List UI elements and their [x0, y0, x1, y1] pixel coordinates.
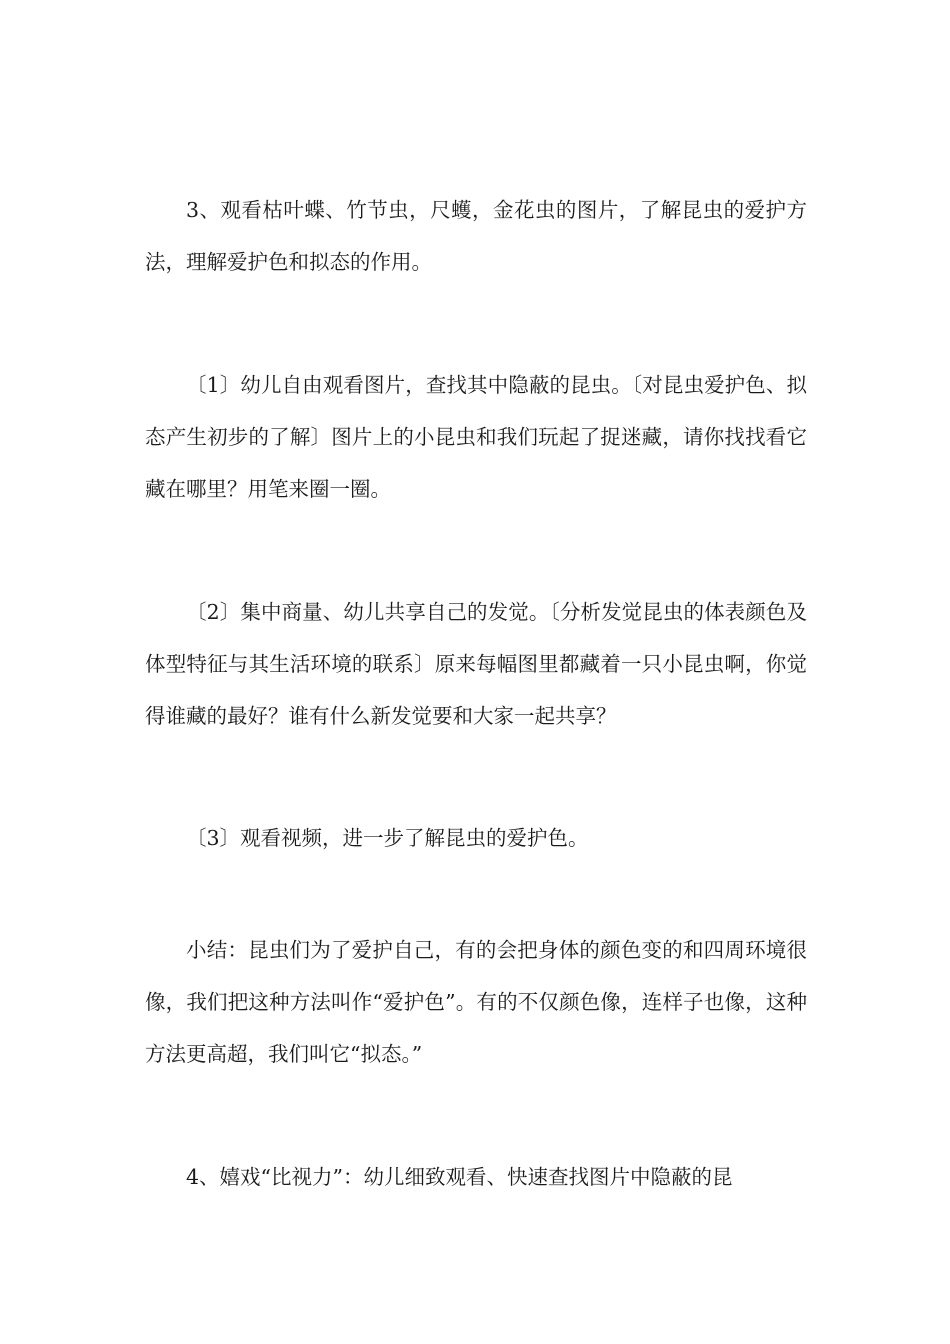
- paragraph-substep-1: 〔1〕幼儿自由观看图片，查找其中隐蔽的昆虫。〔对昆虫爱护色、拟态产生初步的了解〕图片上的小昆虫和我们玩起了捉迷藏，请你找找看它藏在哪里？用笔来圈一圈。: [145, 373, 807, 501]
- paragraph-step-3: 3、观看枯叶蝶、竹节虫，尺蠖，金花虫的图片，了解昆虫的爱护方法，理解爱护色和拟态的作用。: [145, 198, 807, 274]
- paragraph-substep-2: 〔2〕集中商量、幼儿共享自己的发觉。〔分析发觉昆虫的体表颜色及体型特征与其生活环境的联系〕原来每幅图里都藏着一只小昆虫啊，你觉得谁藏的最好？谁有什么新发觉要和大家一起共享？: [145, 600, 807, 728]
- paragraph-substep-3: 〔3〕观看视频，进一步了解昆虫的爱护色。: [186, 826, 589, 850]
- paragraph-step-4: 4、嬉戏“比视力”：幼儿细致观看、快速查找图片中隐蔽的昆: [186, 1165, 733, 1189]
- paragraph-summary: 小结：昆虫们为了爱护自己，有的会把身体的颜色变的和四周环境很像，我们把这种方法叫作“爱护色”。有的不仅颜色像，连样子也像，这种方法更高超，我们叫它“拟态。”: [145, 938, 807, 1066]
